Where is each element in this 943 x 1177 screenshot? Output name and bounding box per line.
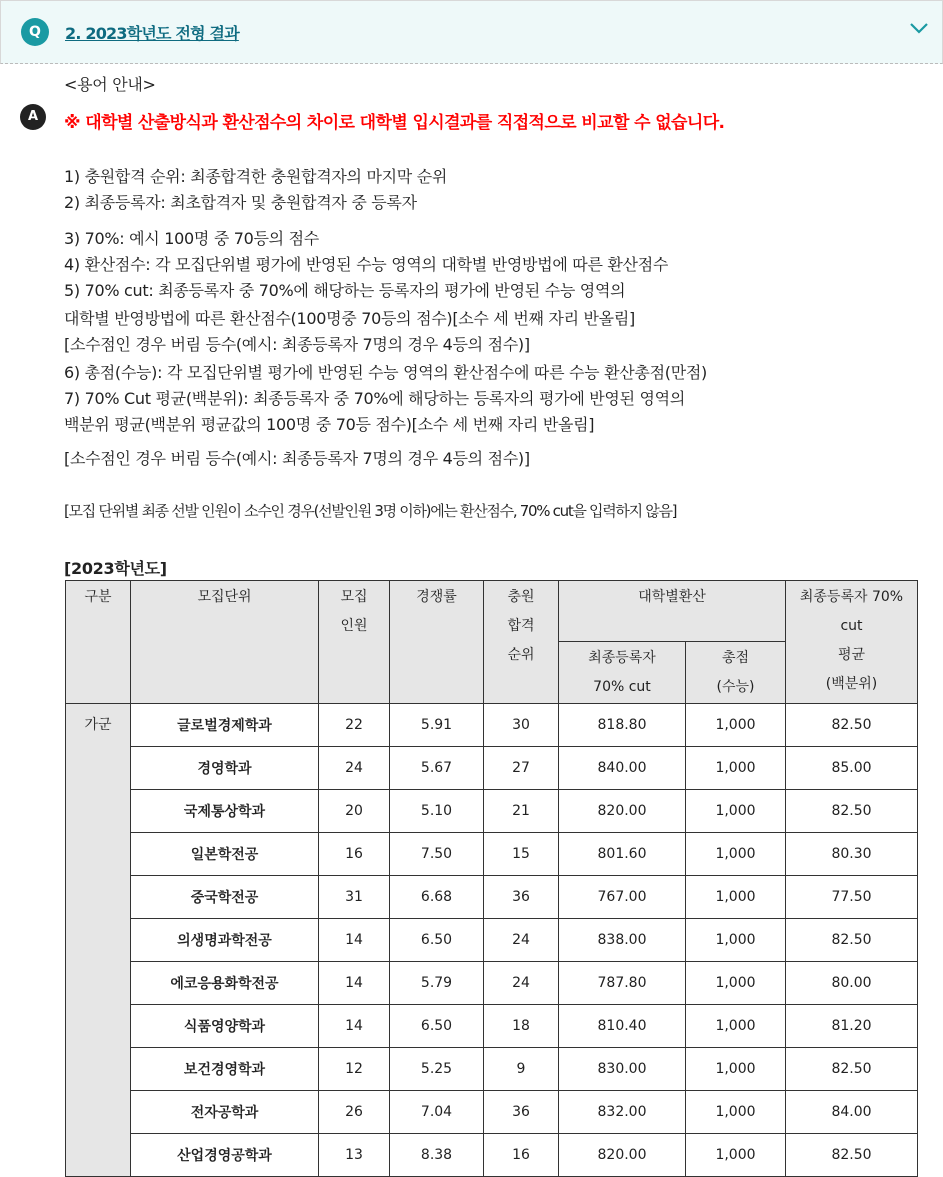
year-title: [2023학년도] bbox=[64, 559, 167, 578]
header-pct-line: 최종등록자 70% bbox=[799, 589, 904, 605]
total-cell: 1,000 bbox=[686, 833, 786, 876]
header-total-line: (수능) bbox=[716, 679, 755, 695]
cut-cell: 840.00 bbox=[559, 747, 686, 790]
pct-cell: 82.50 bbox=[786, 704, 918, 747]
guide-line: 4) 환산점수: 각 모집단위별 평가에 반영된 수능 영역의 대학별 반영방법에 따른 환산점수 bbox=[64, 255, 669, 274]
unit-cell: 의생명과학전공 bbox=[131, 919, 319, 962]
quota-cell: 12 bbox=[319, 1048, 390, 1091]
rank-cell: 15 bbox=[484, 833, 559, 876]
total-cell: 1,000 bbox=[686, 1091, 786, 1134]
header-cut-line: 최종등록자 bbox=[588, 650, 656, 666]
quota-cell: 14 bbox=[319, 962, 390, 1005]
header-rank-line: 합격 bbox=[507, 618, 535, 634]
pct-cell: 77.50 bbox=[786, 876, 918, 919]
guide-line: 3) 70%: 예시 100명 중 70등의 점수 bbox=[64, 229, 319, 248]
total-cell: 1,000 bbox=[686, 790, 786, 833]
header-quota-line: 인원 bbox=[340, 618, 368, 634]
unit-cell: 일본학전공 bbox=[131, 833, 319, 876]
rank-cell: 24 bbox=[484, 962, 559, 1005]
cut-cell: 810.40 bbox=[559, 1005, 686, 1048]
results-table bbox=[65, 580, 918, 1177]
table-row bbox=[66, 1134, 918, 1177]
table-row bbox=[66, 1048, 918, 1091]
pct-cell: 82.50 bbox=[786, 790, 918, 833]
table-row bbox=[66, 962, 918, 1005]
header-rank-line: 순위 bbox=[507, 647, 535, 663]
header-pct-line: cut bbox=[840, 618, 863, 634]
rank-cell: 36 bbox=[484, 876, 559, 919]
rate-cell: 6.50 bbox=[390, 1005, 484, 1048]
header-group: 구분 bbox=[66, 581, 131, 704]
rank-cell: 27 bbox=[484, 747, 559, 790]
answer-badge: A bbox=[20, 104, 46, 130]
unit-cell: 에코응용화학전공 bbox=[131, 962, 319, 1005]
unit-cell: 산업경영공학과 bbox=[131, 1134, 319, 1177]
header-rank bbox=[484, 581, 559, 704]
rank-cell: 9 bbox=[484, 1048, 559, 1091]
cut-cell: 830.00 bbox=[559, 1048, 686, 1091]
cut-cell: 787.80 bbox=[559, 962, 686, 1005]
unit-cell: 국제통상학과 bbox=[131, 790, 319, 833]
table-row bbox=[66, 747, 918, 790]
header-total bbox=[686, 642, 786, 704]
total-cell: 1,000 bbox=[686, 1048, 786, 1091]
group-cell: 가군 bbox=[66, 704, 131, 1177]
rank-cell: 30 bbox=[484, 704, 559, 747]
header-cut-line: 70% cut bbox=[593, 679, 651, 695]
chevron-down-icon[interactable] bbox=[908, 17, 930, 39]
cut-cell: 767.00 bbox=[559, 876, 686, 919]
quota-cell: 26 bbox=[319, 1091, 390, 1134]
unit-cell: 중국학전공 bbox=[131, 876, 319, 919]
header-quota bbox=[319, 581, 390, 704]
header-cut bbox=[559, 642, 686, 704]
quota-cell: 14 bbox=[319, 1005, 390, 1048]
quota-cell: 24 bbox=[319, 747, 390, 790]
table-row bbox=[66, 1091, 918, 1134]
quota-cell: 20 bbox=[319, 790, 390, 833]
guide-line: 1) 충원합격 순위: 최종합격한 충원합격자의 마지막 순위 bbox=[64, 167, 448, 186]
cut-cell: 818.80 bbox=[559, 704, 686, 747]
guide-line: 대학별 반영방법에 따른 환산점수(100명중 70등의 점수)[소수 세 번째 자리 반올림] bbox=[64, 309, 635, 328]
pct-cell: 80.30 bbox=[786, 833, 918, 876]
rank-cell: 21 bbox=[484, 790, 559, 833]
quota-cell: 14 bbox=[319, 919, 390, 962]
guide-line: 2) 최종등록자: 최초합격자 및 충원합격자 중 등록자 bbox=[64, 193, 417, 212]
pct-cell: 82.50 bbox=[786, 1134, 918, 1177]
pct-cell: 85.00 bbox=[786, 747, 918, 790]
rate-cell: 6.50 bbox=[390, 919, 484, 962]
guide-line: 백분위 평균(백분위 평균값의 100명 중 70등 점수)[소수 세 번째 자리 반올림] bbox=[64, 415, 595, 434]
unit-cell: 보건경영학과 bbox=[131, 1048, 319, 1091]
unit-cell: 경영학과 bbox=[131, 747, 319, 790]
note-text: [모집 단위별 최종 선발 인원이 소수인 경우(선발인원 3명 이하)에는 환산점수, 70% cut을 입력하지 않음] bbox=[64, 502, 677, 520]
rank-cell: 16 bbox=[484, 1134, 559, 1177]
question-header[interactable] bbox=[0, 0, 943, 64]
total-cell: 1,000 bbox=[686, 1005, 786, 1048]
quota-cell: 31 bbox=[319, 876, 390, 919]
unit-cell: 글로벌경제학과 bbox=[131, 704, 319, 747]
rate-cell: 5.10 bbox=[390, 790, 484, 833]
quota-cell: 16 bbox=[319, 833, 390, 876]
total-cell: 1,000 bbox=[686, 876, 786, 919]
quota-cell: 22 bbox=[319, 704, 390, 747]
table-row bbox=[66, 1005, 918, 1048]
pct-cell: 82.50 bbox=[786, 1048, 918, 1091]
guide-line: [소수점인 경우 버림 등수(예시: 최종등록자 7명의 경우 4등의 점수)] bbox=[64, 449, 530, 468]
unit-cell: 전자공학과 bbox=[131, 1091, 319, 1134]
pct-cell: 82.50 bbox=[786, 919, 918, 962]
header-total-line: 총점 bbox=[721, 650, 750, 666]
guide-line: 6) 총점(수능): 각 모집단위별 평가에 반영된 수능 영역의 환산점수에 따른 수능 환산총점(만점) bbox=[64, 363, 707, 382]
question-badge: Q bbox=[21, 18, 49, 46]
total-cell: 1,000 bbox=[686, 1134, 786, 1177]
total-cell: 1,000 bbox=[686, 704, 786, 747]
total-cell: 1,000 bbox=[686, 747, 786, 790]
question-title-link[interactable]: 2. 2023학년도 전형 결과 bbox=[65, 24, 239, 43]
header-unit: 모집단위 bbox=[131, 581, 319, 704]
rank-cell: 18 bbox=[484, 1005, 559, 1048]
cut-cell: 832.00 bbox=[559, 1091, 686, 1134]
cut-cell: 801.60 bbox=[559, 833, 686, 876]
cut-cell: 820.00 bbox=[559, 790, 686, 833]
rate-cell: 5.67 bbox=[390, 747, 484, 790]
guide-line: [소수점인 경우 버림 등수(예시: 최종등록자 7명의 경우 4등의 점수)] bbox=[64, 335, 530, 354]
pct-cell: 80.00 bbox=[786, 962, 918, 1005]
cut-cell: 838.00 bbox=[559, 919, 686, 962]
rank-cell: 24 bbox=[484, 919, 559, 962]
cut-cell: 820.00 bbox=[559, 1134, 686, 1177]
guide-line: 5) 70% cut: 최종등록자 중 70%에 해당하는 등록자의 평가에 반영된 수능 영역의 bbox=[64, 281, 626, 300]
guide-title: <용어 안내> bbox=[64, 75, 156, 94]
table-row bbox=[66, 876, 918, 919]
header-quota-line: 모집 bbox=[340, 589, 368, 605]
pct-cell: 84.00 bbox=[786, 1091, 918, 1134]
quota-cell: 13 bbox=[319, 1134, 390, 1177]
rate-cell: 7.50 bbox=[390, 833, 484, 876]
table-row bbox=[66, 919, 918, 962]
header-rate: 경쟁률 bbox=[390, 581, 484, 704]
table-row bbox=[66, 833, 918, 876]
rate-cell: 5.25 bbox=[390, 1048, 484, 1091]
rate-cell: 8.38 bbox=[390, 1134, 484, 1177]
header-conv: 대학별환산 bbox=[559, 581, 786, 642]
header-rank-line: 충원 bbox=[507, 589, 535, 605]
header-pct-line: (백분위) bbox=[825, 676, 878, 692]
table-row bbox=[66, 790, 918, 833]
warning-text: ※ 대학별 산출방식과 환산점수의 차이로 대학별 입시결과를 직접적으로 비교할 수 없습니다. bbox=[64, 113, 725, 133]
table-row bbox=[66, 704, 918, 747]
rate-cell: 5.79 bbox=[390, 962, 484, 1005]
rate-cell: 6.68 bbox=[390, 876, 484, 919]
header-pct bbox=[786, 581, 918, 704]
unit-cell: 식품영양학과 bbox=[131, 1005, 319, 1048]
total-cell: 1,000 bbox=[686, 919, 786, 962]
rate-cell: 7.04 bbox=[390, 1091, 484, 1134]
rate-cell: 5.91 bbox=[390, 704, 484, 747]
total-cell: 1,000 bbox=[686, 962, 786, 1005]
pct-cell: 81.20 bbox=[786, 1005, 918, 1048]
rank-cell: 36 bbox=[484, 1091, 559, 1134]
guide-line: 7) 70% Cut 평균(백분위): 최종등록자 중 70%에 해당하는 등록자의 평가에 반영된 영역의 bbox=[64, 389, 685, 408]
header-pct-line: 평균 bbox=[837, 647, 866, 663]
